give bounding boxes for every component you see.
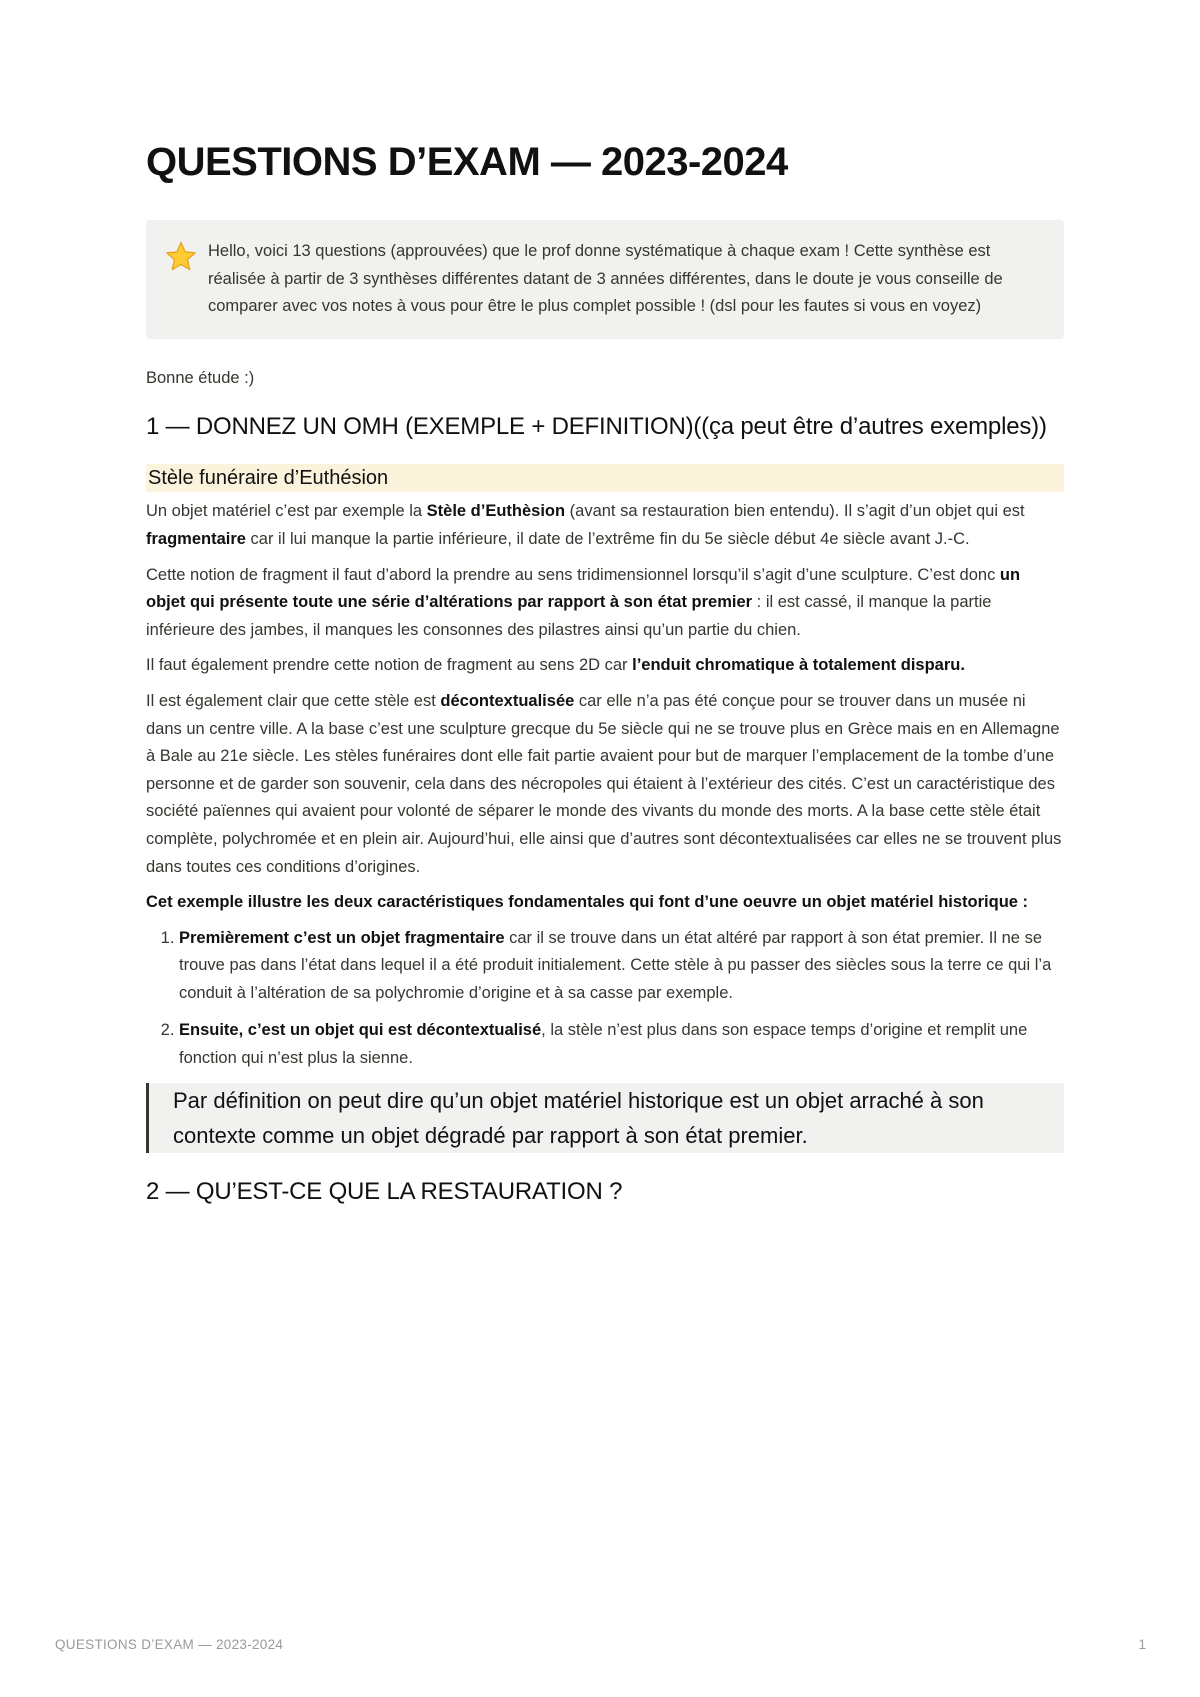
paragraph-2: [146, 562, 1064, 645]
text-run: Cette notion de fragment il faut d’abord la prendre au sens tridimensionnel lorsqu’il s’agit d’une sculpture. C’est donc: [146, 565, 1000, 584]
section-2-heading: 2 — QU’EST-CE QUE LA RESTAURATION ?: [146, 1177, 623, 1205]
list-item: [179, 925, 1064, 1008]
paragraph-1: [146, 498, 1064, 553]
footer-title: QUESTIONS D’EXAM — 2023-2024: [55, 1637, 284, 1652]
bold-text: l’enduit chromatique à totalement disparu.: [632, 656, 965, 675]
paragraph-3: [146, 652, 1064, 680]
callout-box: [146, 220, 1064, 339]
text-run: (avant sa restauration bien entendu). Il s’agit d’un objet qui est: [565, 502, 1025, 521]
list-item: [179, 1017, 1064, 1072]
section-1-subheading: Stèle funéraire d’Euthésion: [146, 464, 1064, 492]
bold-text: Cet exemple illustre les deux caractéristiques fondamentales qui font d’une oeuvre un objet matériel historique :: [146, 893, 1029, 912]
text-run: car il se trouve dans un état altéré par rapport à son état premier. Il ne se trouve pas dans l’état dans lequel il a été produit initialement. Cette stèle à pu passer des siècles sous la terre ce qui l’a conduit à l’altération de sa polychromie d’origine et à sa casse par exemple.: [179, 928, 1052, 1002]
text-run: car il lui manque la partie inférieure, il date de l’extrême fin du 5e siècle début 4e siècle avant J.-C.: [245, 529, 970, 548]
paragraph-4: [146, 688, 1064, 881]
document-page: [146, 140, 1064, 1229]
bold-text: un objet qui présente toute une série d’altérations par rapport à son état premier: [146, 565, 1021, 612]
page-title: QUESTIONS D’EXAM — 2023-2024: [146, 140, 788, 184]
callout-text: Hello, voici 13 questions (approuvées) que le prof donne systématique à chaque exam ! Cette synthèse est réalisée à partir de 3 synthèses différentes datant de 3 années différentes, dans le doute je vous conseille de comparer avec vos notes à vous pour être le plus complet possible ! (dsl pour les fautes si vous en voyez): [208, 242, 1003, 316]
bold-text: Stèle d’Euthèsion: [426, 502, 566, 521]
intro-text: Bonne étude :): [146, 368, 255, 387]
page-number: 1: [1138, 1637, 1146, 1652]
section-1-heading: 1 — DONNEZ UN OMH (EXEMPLE + DEFINITION)((ça peut être d’autres exemples)): [146, 413, 1047, 441]
text-run: Il faut également prendre cette notion de fragment au sens 2D car: [146, 656, 633, 675]
bold-text: Ensuite, c’est un objet qui est décontextualisé: [179, 1021, 542, 1040]
paragraph-5: [146, 889, 1064, 917]
star-icon: [164, 240, 198, 274]
bold-text: Premièrement c’est un objet fragmentaire: [179, 928, 505, 947]
bold-text: fragmentaire: [146, 529, 246, 548]
text-run: , la stèle n’est plus dans son espace temps d’origine et remplit une fonction qui n’est plus la sienne.: [179, 1021, 1028, 1068]
text-run: car elle n’a pas été conçue pour se trouver dans un musée ni dans un centre ville. A la base c’est une sculpture grecque du 5e siècle qui ne se trouve plus en Grèce mais en en Allemagne à Bale au 21e siècle. Les stèles funéraires dont elle fait partie avaient pour but de marquer l’emplacement de la tombe d’une personne et de garder son souvenir, cela dans des nécropoles qui étaient à l’extérieur des cités. C’est un caractéristique des société païennes qui avaient pour volonté de séparer le monde des vivants du monde des morts. A la base cette stèle était complète, polychromée et en plein air. Aujourd’hui, elle ainsi que d’autres sont décontextualisées car elles ne se trouvent plus dans toutes ces conditions d’origines.: [146, 691, 1062, 876]
text-run: : il est cassé, il manque la partie inférieure des jambes, il manques les consonnes des pilastres ainsi qu’un partie du chien.: [146, 593, 992, 639]
numbered-list: [146, 925, 1064, 1073]
bold-text: décontextualisée: [440, 691, 575, 710]
text-run: Il est également clair que cette stèle est: [146, 691, 441, 710]
definition-quote: Par définition on peut dire qu’un objet matériel historique est un objet arraché à son contexte comme un objet dégradé par rapport à son état premier.: [146, 1083, 1064, 1153]
text-run: Un objet matériel c’est par exemple la: [146, 502, 427, 521]
